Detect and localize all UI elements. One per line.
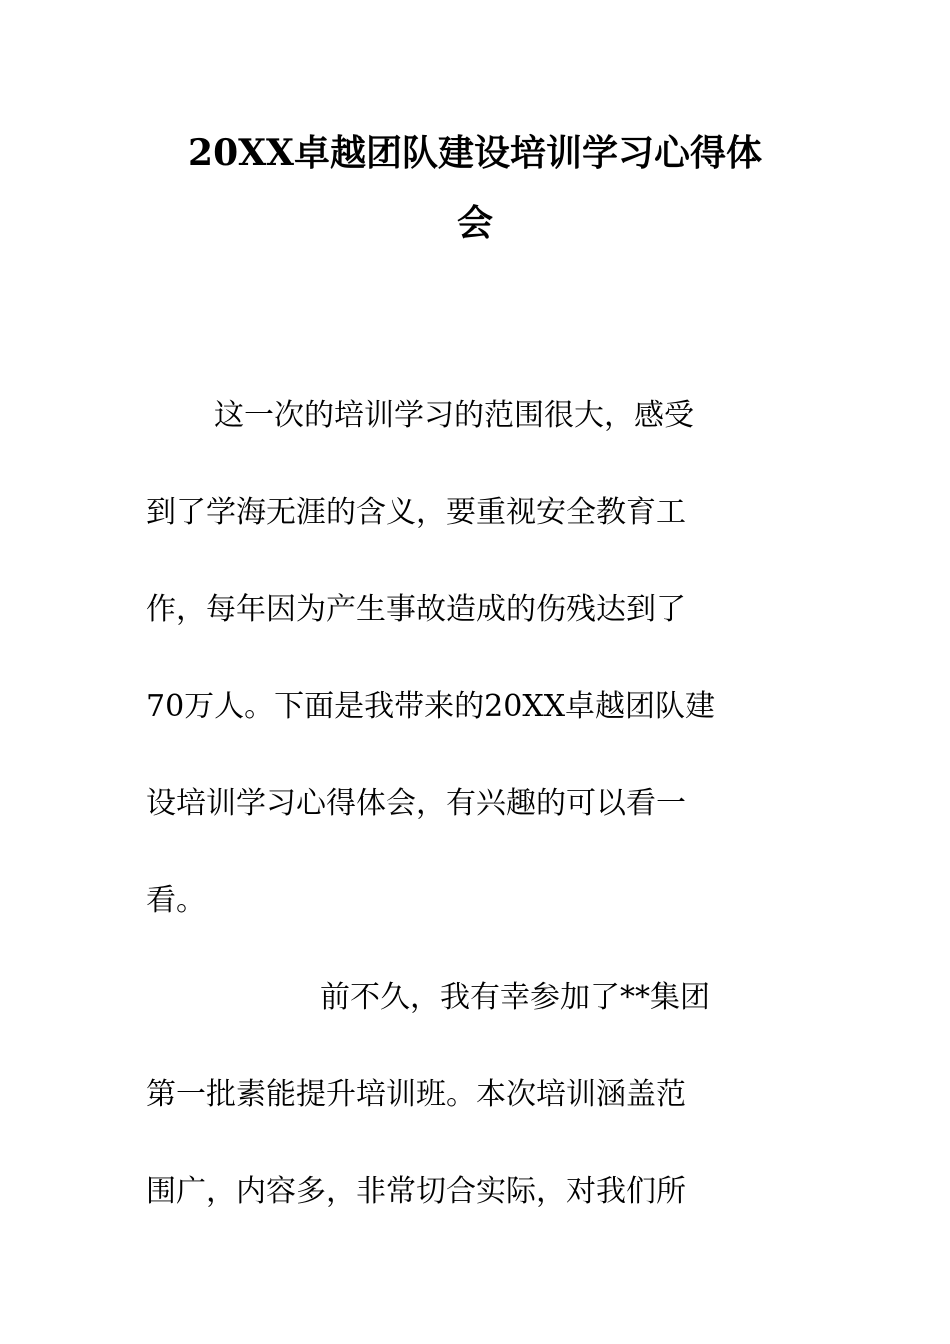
document-title [140,118,810,258]
paragraph-line: 前不久，我有幸参加了**集团 [320,980,710,1015]
paragraph-line: 看。 [146,883,206,918]
paragraph-line: 这一次的培训学习的范围很大，感受 [214,398,694,433]
paragraph-line: 设培训学习心得体会，有兴趣的可以看一 [146,786,686,821]
paragraph-line: 第一批素能提升培训班。本次培训涵盖范 [146,1077,686,1112]
paragraph-line: 作，每年因为产生事故造成的伤残达到了 [146,592,686,627]
paragraph-line: 70万人。下面是我带来的20XX卓越团队建 [146,689,716,724]
paragraph-2 [146,949,806,1240]
paragraph-1 [146,367,806,949]
paragraph-line: 围广，内容多，非常切合实际，对我们所 [146,1174,686,1209]
title-line-1: 20XX卓越团队建设培训学习心得体 [188,132,762,174]
document-body [146,367,806,1240]
paragraph-line: 到了学海无涯的含义，要重视安全教育工 [146,495,686,530]
title-line-2: 会 [456,202,493,244]
